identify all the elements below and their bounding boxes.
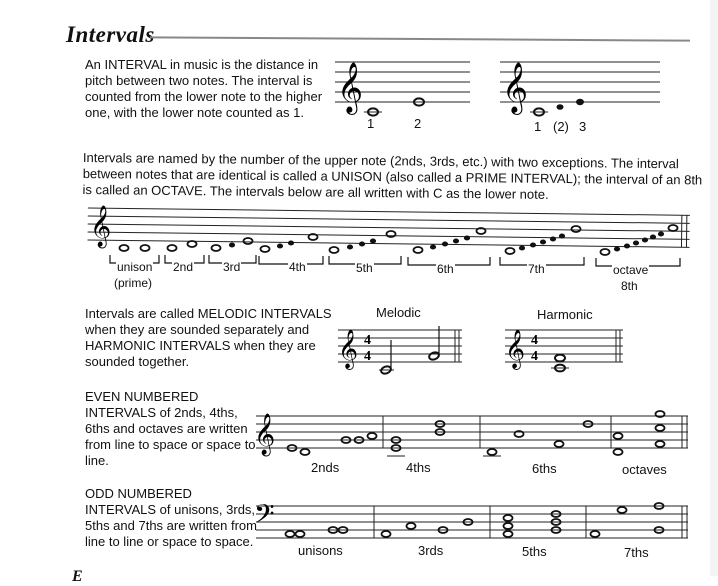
time-signature-top: 4 xyxy=(364,333,371,348)
example2-label-1: 1 xyxy=(534,119,541,134)
treble-clef-icon: 𝄞 xyxy=(337,62,363,115)
label-prime: (prime) xyxy=(114,276,152,290)
harmonic-label: Harmonic xyxy=(537,307,593,322)
interval-staff xyxy=(88,200,698,262)
label-2nd: 2nd xyxy=(172,260,194,274)
page-edge xyxy=(710,0,718,576)
harmonic-staff xyxy=(505,322,625,382)
label-6th: 6th xyxy=(436,262,455,276)
time-signature-bottom: 4 xyxy=(531,349,538,364)
label-unisons: unisons xyxy=(298,543,343,558)
note-d xyxy=(557,104,564,110)
note-g xyxy=(428,351,440,361)
label-unison: unison xyxy=(116,260,153,274)
next-section-heading-fragment: E xyxy=(72,568,83,586)
treble-clef-icon: 𝄞 xyxy=(338,329,358,370)
treble-clef-icon: 𝄞 xyxy=(254,413,275,456)
melodic-paragraph: Intervals are called MELODIC INTERVALS when they are sounded separately and HARMONIC INTERVALS when they are sounded together. xyxy=(85,306,335,370)
example1-label-1: 1 xyxy=(367,116,374,131)
title-rule xyxy=(150,36,690,41)
odd-intervals-paragraph: ODD NUMBERED INTERVALS of unisons, 3rds, 5ths and 7ths are written from line to line or space to space. xyxy=(85,486,260,550)
label-3rds: 3rds xyxy=(418,543,443,558)
note-e xyxy=(576,99,584,105)
label-7ths: 7ths xyxy=(624,545,649,560)
label-8th: 8th xyxy=(621,279,638,293)
label-5ths: 5ths xyxy=(522,544,547,559)
interval-notes xyxy=(120,225,678,255)
label-octave: octave xyxy=(612,263,649,277)
example-staff-1 xyxy=(335,52,475,122)
note-g xyxy=(555,355,565,362)
label-6ths: 6ths xyxy=(532,461,557,476)
example1-label-2: 2 xyxy=(414,116,421,131)
label-octaves: octaves xyxy=(622,462,667,477)
label-5th: 5th xyxy=(355,261,374,275)
label-2nds: 2nds xyxy=(311,460,339,475)
melodic-staff xyxy=(338,322,468,382)
label-4ths: 4ths xyxy=(406,460,431,475)
even-intervals-staff xyxy=(256,408,706,468)
label-7th: 7th xyxy=(527,262,546,276)
label-3rd: 3rd xyxy=(222,260,241,274)
odd-notes xyxy=(286,503,664,537)
intro-paragraph: An INTERVAL in music is the distance in pitch between two notes. The interval is counted from the lower note to the higher one, with the lower note counted as 1. xyxy=(85,57,325,121)
bass-clef-icon: 𝄢 xyxy=(254,498,275,536)
treble-clef-icon: 𝄞 xyxy=(505,329,525,370)
example-staff-2 xyxy=(500,52,670,122)
naming-paragraph: Intervals are named by the number of the upper note (2nds, 3rds, etc.) with two exceptions. The interval between notes that are identical is called a UNISON (also called a PRIME INTERVAL); the interval of an 8th is called an OCTAVE. The intervals below are all written with C as the lower note. xyxy=(82,150,704,205)
treble-clef-icon: 𝄞 xyxy=(502,62,528,115)
time-signature-bottom: 4 xyxy=(364,349,371,364)
treble-clef-icon: 𝄞 xyxy=(90,205,111,248)
page-title: Intervals xyxy=(66,22,155,48)
time-signature-top: 4 xyxy=(531,333,538,348)
even-intervals-paragraph: EVEN NUMBERED INTERVALS of 2nds, 4ths, 6ths and octaves are written from line to space or space to line. xyxy=(85,389,260,469)
melodic-label: Melodic xyxy=(376,305,421,320)
label-4th: 4th xyxy=(288,260,307,274)
interval-brackets xyxy=(110,255,680,266)
example2-label-3: 3 xyxy=(579,119,586,134)
example2-label-2: (2) xyxy=(553,119,569,134)
